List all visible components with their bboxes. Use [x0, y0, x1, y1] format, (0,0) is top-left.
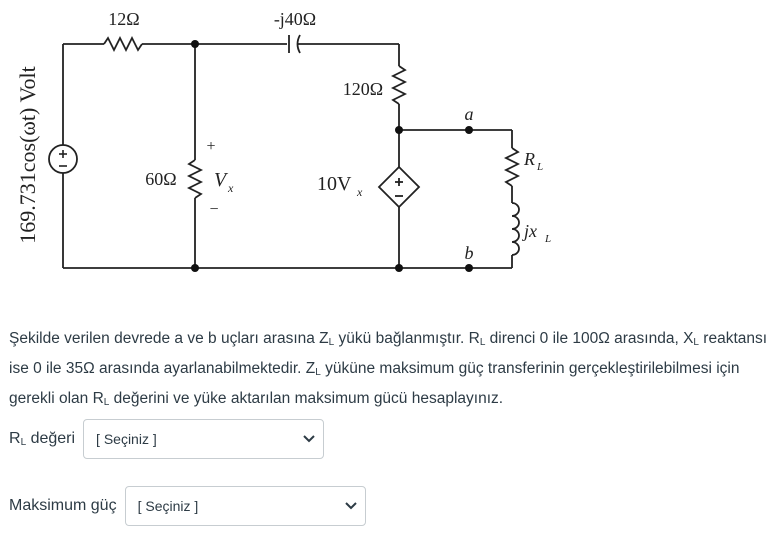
question-sub: L	[315, 367, 321, 378]
pmax-select-value: [ Seçiniz ]	[137, 498, 199, 514]
inductor-xl	[512, 203, 519, 255]
question-part: değerini ve yüke aktarılan maksimum gücü hesaplayınız.	[109, 390, 504, 407]
vx-sub: x	[228, 181, 234, 195]
question-part: Şekilde verilen devrede a ve b uçları arasına Z	[9, 330, 329, 347]
pmax-answer-row	[9, 486, 366, 526]
r1-label: 12Ω	[108, 9, 140, 29]
question-sub: L	[103, 397, 110, 408]
node-dot	[395, 264, 403, 272]
rl-label-rest: değeri	[26, 430, 76, 447]
resistor-rl	[506, 148, 518, 186]
rl-label-sub: L	[20, 437, 27, 448]
cap-label: -j40Ω	[273, 9, 317, 29]
question-part: yükü bağlanmıştır. R	[334, 330, 480, 347]
node-a-dot	[465, 126, 473, 134]
voltage-source-icon	[49, 145, 77, 173]
r2-label: 60Ω	[145, 169, 177, 189]
question-text	[9, 326, 771, 416]
node-b-dot	[465, 264, 473, 272]
rl-label-main: R	[9, 430, 21, 447]
vx-label: V	[214, 169, 227, 191]
chevron-down-icon	[303, 434, 315, 444]
node-dot	[191, 40, 199, 48]
question-part: reaktansı ise 0 ile 35Ω arasında ayarlanabilmektedir. Z	[9, 330, 768, 377]
node-dot	[191, 264, 199, 272]
question-part: direnci 0 ile 100Ω arasında, X	[485, 330, 694, 347]
question-sub: L	[693, 337, 699, 348]
resistor-120-ohm	[393, 66, 405, 104]
pmax-answer-label: Maksimum güç	[9, 497, 117, 514]
resistor-12-ohm	[104, 38, 142, 50]
xl-sub: L	[545, 233, 552, 245]
rl-answer-label	[9, 430, 75, 448]
vx-plus: +	[206, 138, 216, 155]
r3-label: 120Ω	[342, 79, 384, 99]
rl-select-value: [ Seçiniz ]	[96, 431, 157, 447]
pmax-select[interactable]	[125, 486, 366, 526]
node-b-label: b	[464, 243, 474, 263]
question-sub: L	[479, 337, 486, 348]
dep-source-label: 10V	[317, 173, 352, 195]
rl-select[interactable]	[83, 419, 324, 459]
rl-label: R	[524, 149, 535, 169]
dep-source-sub: x	[357, 185, 363, 199]
question-part: yüküne maksimum güç transferinin gerçekleştirilebilmesi için gerekli olan R	[9, 360, 740, 407]
rl-sub: L	[537, 161, 544, 173]
chevron-down-icon	[345, 501, 357, 511]
question-sub: L	[328, 337, 335, 348]
node-dot	[395, 126, 403, 134]
xl-label: jx	[524, 221, 537, 241]
dependent-source-icon	[379, 167, 419, 207]
rl-answer-row	[9, 419, 324, 459]
resistor-60-ohm	[189, 160, 201, 198]
node-a-label: a	[464, 104, 474, 124]
source-label: 169.731cos(ωt) Volt	[15, 66, 40, 244]
vx-minus: −	[209, 201, 219, 218]
